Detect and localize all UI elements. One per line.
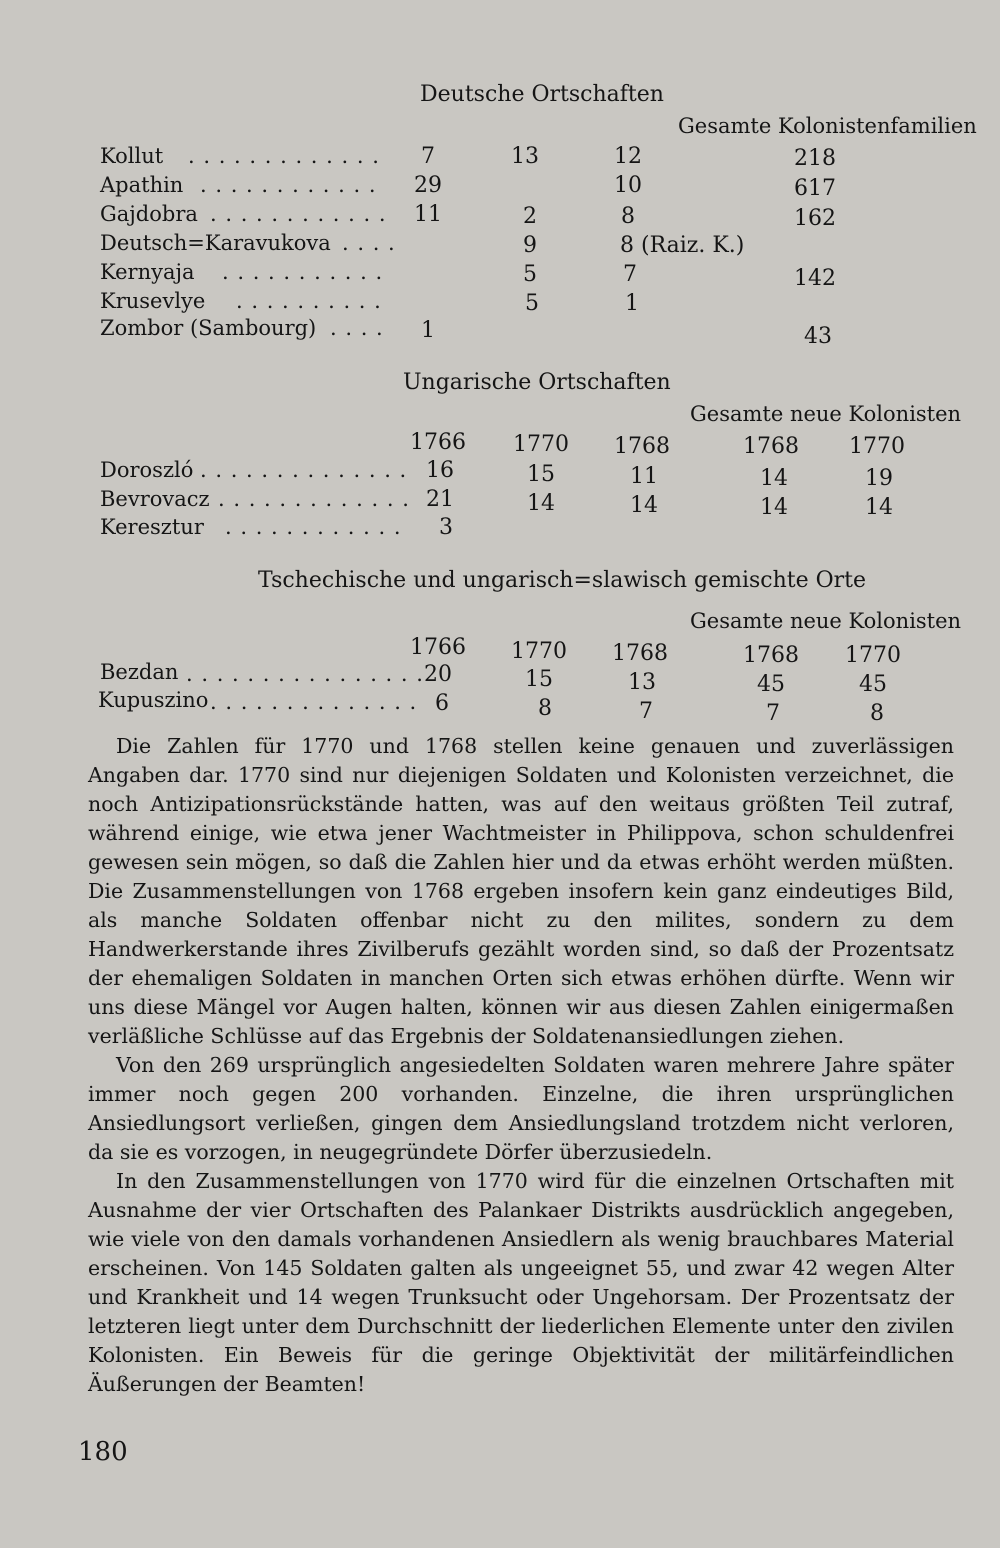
value-cell: 15: [525, 667, 553, 692]
section-title-german: Deutsche Ortschaften: [420, 82, 664, 107]
value-cell: 9: [523, 233, 537, 258]
value-cell: 12: [614, 144, 642, 169]
column-header-new-colonists: Gesamte neue Kolonisten: [690, 402, 962, 426]
value-cell: 1: [625, 291, 639, 316]
place-name: Zombor (Sambourg): [100, 316, 317, 340]
column-header-families: Gesamte Kolonistenfamilien: [678, 114, 977, 138]
value-cell: 218: [794, 146, 836, 171]
place-name: Krusevlye: [100, 289, 206, 313]
column-header-new-colonists: Gesamte neue Kolonisten: [690, 609, 962, 633]
year-header: 1768: [743, 434, 799, 459]
leader-dots: . . . .: [330, 316, 384, 340]
value-cell: 14: [630, 493, 658, 518]
value-cell: 617: [794, 176, 836, 201]
leader-dots: . . . . . . . . . . .: [222, 260, 384, 284]
value-cell: 16: [426, 458, 454, 483]
value-cell: 5: [523, 262, 537, 287]
value-cell: 13: [511, 144, 539, 169]
value-cell: 5: [525, 291, 539, 316]
year-header: 1770: [511, 639, 567, 664]
value-cell: 7: [639, 699, 653, 724]
value-cell: 19: [865, 466, 893, 491]
place-name: Deutsch=Karavukova: [100, 231, 331, 255]
value-cell: 10: [614, 173, 642, 198]
year-header: 1770: [845, 643, 901, 668]
year-header: 1768: [614, 434, 670, 459]
place-name: Bevrovacz: [100, 487, 210, 511]
year-header: 1768: [612, 641, 668, 666]
value-cell: 1: [421, 318, 435, 343]
place-name: Kupuszino: [98, 688, 209, 712]
leader-dots: . . . . . . . . . . . . . . . .: [186, 662, 424, 686]
leader-dots: . . . . . . . . . . . . .: [218, 487, 410, 511]
page-number: 180: [78, 1437, 128, 1467]
place-name: Gajdobra: [100, 202, 198, 226]
paragraph: In den Zusammenstellungen von 1770 wird für die einzelnen Ortschaften mit Ausnahme der vier Ortschaften des Palankaer Distrikts ausdrücklich angegeben, wie viele von den damals vorhandenen Ansiedlern als wenig brauchbares Material erscheinen. Von 145 Soldaten galten als ungeeignet 55, und zwar 42 wegen Alter und Krankheit und 14 wegen Trunksucht oder Ungehorsam. Der Prozentsatz der letzteren liegt unter dem Durchschnitt der liederlichen Elemente unter den zivilen Kolonisten. Ein Beweis für die geringe Objektivität der militärfeindlichen Äußerungen der Beamten!: [88, 1169, 954, 1396]
value-cell: 20: [424, 662, 452, 687]
value-cell: 7: [421, 144, 435, 169]
value-cell: 14: [760, 495, 788, 520]
value-cell: 14: [527, 491, 555, 516]
place-name: Kollut: [100, 144, 164, 168]
leader-dots: . . . . . . . . . . . .: [225, 515, 402, 539]
place-name: Bezdan: [100, 660, 179, 684]
value-cell: 6: [435, 691, 449, 716]
value-cell: 29: [414, 173, 442, 198]
value-cell: 45: [859, 672, 887, 697]
year-header: 1768: [743, 643, 799, 668]
value-cell: 8: [538, 696, 552, 721]
value-cell: 8 (Raiz. K.): [620, 233, 745, 258]
paragraph: Von den 269 ursprünglich angesiedelten Soldaten waren mehrere Jahre später immer noch gegen 200 vorhanden. Einzelne, die ihren ursprünglichen Ansiedlungsort verließen, gingen dem Ansiedlungsland trotzdem nicht verloren, da sie es vorzogen, in neugegründete Dörfer überzusiedeln.: [88, 1053, 954, 1164]
section-title-mixed: Tschechische und ungarisch=slawisch gemischte Orte: [258, 568, 867, 593]
leader-dots: . . . . . . . . . . . . . .: [210, 690, 418, 714]
value-cell: 3: [439, 515, 453, 540]
year-header: 1766: [410, 635, 466, 660]
year-header: 1770: [513, 432, 569, 457]
leader-dots: . . . . . . . . . . . . .: [188, 144, 380, 168]
place-name: Apathin: [100, 173, 184, 197]
section-title-hungarian: Ungarische Ortschaften: [403, 370, 671, 395]
value-cell: 11: [414, 202, 442, 227]
value-cell: 162: [794, 206, 836, 231]
value-cell: 142: [794, 266, 836, 291]
place-name: Keresztur: [100, 515, 204, 539]
body-text: [88, 732, 954, 1399]
value-cell: 15: [527, 462, 555, 487]
year-header: 1766: [410, 430, 466, 455]
paragraph: Die Zahlen für 1770 und 1768 stellen keine genauen und zuverlässigen Angaben dar. 1770 sind nur diejenigen Soldaten und Kolonisten verzeichnet, die noch Antizipationsrückstände hatten, was auf den weitaus größten Teil zutraf, während einige, wie etwa jener Wachtmeister in Philippova, schon schuldenfrei gewesen sein mögen, so daß die Zahlen hier und da etwas erhöht werden müßten. Die Zusammenstellungen von 1768 ergeben insofern kein ganz eindeutiges Bild, als manche Soldaten offenbar nicht zu den milites, sondern zu dem Handwerkerstande ihres Zivilberufs gezählt worden sind, so daß der Prozentsatz der ehemaligen Soldaten in manchen Orten sich etwas erhöhen dürfte. Wenn wir uns diese Mängel vor Augen halten, können wir aus diesen Zahlen einigermaßen verläßliche Schlüsse auf das Ergebnis der Soldatenansiedlungen ziehen.: [88, 734, 954, 1048]
leader-dots: . . . . . . . . . . . .: [210, 202, 387, 226]
leader-dots: . . . . . . . . . . . . . .: [200, 458, 408, 482]
value-cell: 7: [766, 701, 780, 726]
value-cell: 45: [757, 672, 785, 697]
value-cell: 21: [426, 487, 454, 512]
leader-dots: . . . .: [342, 231, 396, 255]
value-cell: 2: [523, 204, 537, 229]
leader-dots: . . . . . . . . . .: [236, 289, 382, 313]
value-cell: 8: [621, 204, 635, 229]
value-cell: 43: [804, 324, 832, 349]
place-name: Doroszló: [100, 458, 194, 482]
value-cell: 8: [870, 701, 884, 726]
year-header: 1770: [849, 434, 905, 459]
value-cell: 7: [623, 262, 637, 287]
value-cell: 14: [760, 466, 788, 491]
place-name: Kernyaja: [100, 260, 195, 284]
value-cell: 13: [628, 670, 656, 695]
value-cell: 14: [865, 495, 893, 520]
value-cell: 11: [630, 464, 658, 489]
leader-dots: . . . . . . . . . . . .: [200, 173, 377, 197]
